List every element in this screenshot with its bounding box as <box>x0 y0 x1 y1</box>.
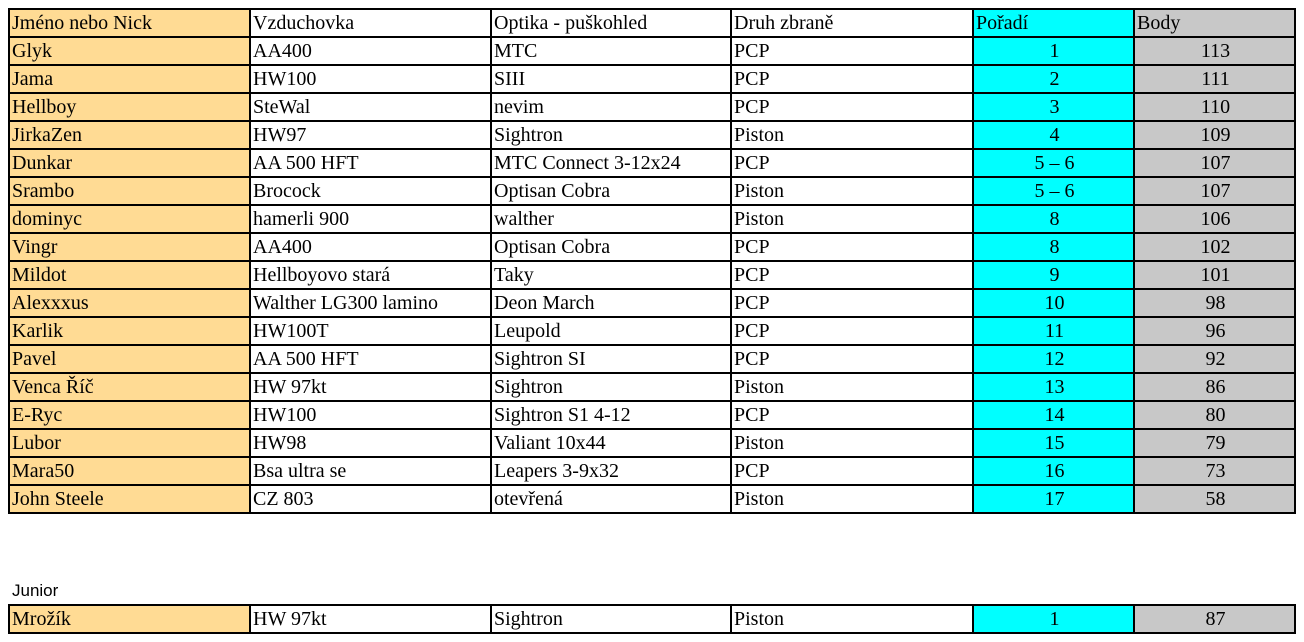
cell-points: 96 <box>1134 317 1295 345</box>
cell-weapon-type: Piston <box>731 605 973 633</box>
table-row <box>9 149 1295 177</box>
cell-airgun: HW100 <box>250 65 491 93</box>
cell-points: 101 <box>1134 261 1295 289</box>
cell-rank: 11 <box>973 317 1134 345</box>
cell-points: 107 <box>1134 149 1295 177</box>
table-row <box>9 317 1295 345</box>
cell-points: 80 <box>1134 401 1295 429</box>
cell-name: Mildot <box>9 261 250 289</box>
cell-rank: 5 – 6 <box>973 177 1134 205</box>
cell-points: 111 <box>1134 65 1295 93</box>
cell-airgun: SteWal <box>250 93 491 121</box>
cell-rank: 8 <box>973 233 1134 261</box>
cell-airgun: Hellboyovo stará <box>250 261 491 289</box>
cell-name: Vingr <box>9 233 250 261</box>
cell-weapon-type: PCP <box>731 317 973 345</box>
cell-weapon-type: Piston <box>731 485 973 513</box>
cell-weapon-type: Piston <box>731 205 973 233</box>
cell-name: dominyc <box>9 205 250 233</box>
cell-weapon-type: Piston <box>731 429 973 457</box>
cell-name: JirkaZen <box>9 121 250 149</box>
cell-rank: 2 <box>973 65 1134 93</box>
cell-points: 113 <box>1134 37 1295 65</box>
cell-airgun: AA400 <box>250 233 491 261</box>
cell-rank: 16 <box>973 457 1134 485</box>
header-name: Jméno nebo Nick <box>9 9 250 37</box>
header-rank: Pořadí <box>973 9 1134 37</box>
cell-weapon-type: PCP <box>731 93 973 121</box>
table-row <box>9 485 1295 513</box>
cell-rank: 4 <box>973 121 1134 149</box>
header-weapon-type: Druh zbraně <box>731 9 973 37</box>
table-row <box>9 401 1295 429</box>
cell-scope: nevim <box>491 93 731 121</box>
cell-scope: Optisan Cobra <box>491 233 731 261</box>
table-row <box>9 177 1295 205</box>
table-row <box>9 373 1295 401</box>
cell-scope: Sightron <box>491 373 731 401</box>
cell-points: 110 <box>1134 93 1295 121</box>
results-table-body <box>9 9 1295 513</box>
cell-rank: 8 <box>973 205 1134 233</box>
cell-scope: Leupold <box>491 317 731 345</box>
table-row <box>9 261 1295 289</box>
cell-rank: 12 <box>973 345 1134 373</box>
cell-name: Hellboy <box>9 93 250 121</box>
table-row <box>9 345 1295 373</box>
cell-name: Mara50 <box>9 457 250 485</box>
cell-points: 106 <box>1134 205 1295 233</box>
cell-name: Srambo <box>9 177 250 205</box>
cell-points: 109 <box>1134 121 1295 149</box>
cell-scope: otevřená <box>491 485 731 513</box>
cell-rank: 1 <box>973 605 1134 633</box>
table-row <box>9 605 1295 633</box>
cell-airgun: HW100 <box>250 401 491 429</box>
table-row <box>9 37 1295 65</box>
table-row <box>9 93 1295 121</box>
cell-points: 86 <box>1134 373 1295 401</box>
cell-airgun: AA 500 HFT <box>250 345 491 373</box>
cell-rank: 17 <box>973 485 1134 513</box>
cell-scope: Taky <box>491 261 731 289</box>
cell-airgun: HW 97kt <box>250 373 491 401</box>
cell-scope: MTC Connect 3-12x24 <box>491 149 731 177</box>
cell-airgun: Walther LG300 lamino <box>250 289 491 317</box>
cell-weapon-type: PCP <box>731 457 973 485</box>
table-row <box>9 457 1295 485</box>
cell-scope: SIII <box>491 65 731 93</box>
cell-weapon-type: PCP <box>731 149 973 177</box>
cell-scope: Sightron SI <box>491 345 731 373</box>
cell-airgun: CZ 803 <box>250 485 491 513</box>
cell-weapon-type: PCP <box>731 289 973 317</box>
cell-weapon-type: Piston <box>731 121 973 149</box>
cell-scope: Leapers 3-9x32 <box>491 457 731 485</box>
cell-airgun: AA400 <box>250 37 491 65</box>
cell-airgun: HW100T <box>250 317 491 345</box>
cell-airgun: HW 97kt <box>250 605 491 633</box>
cell-scope: Valiant 10x44 <box>491 429 731 457</box>
junior-results-table <box>8 604 1296 634</box>
cell-points: 73 <box>1134 457 1295 485</box>
cell-name: John Steele <box>9 485 250 513</box>
cell-rank: 1 <box>973 37 1134 65</box>
header-scope: Optika - puškohled <box>491 9 731 37</box>
table-row <box>9 289 1295 317</box>
cell-points: 92 <box>1134 345 1295 373</box>
cell-weapon-type: PCP <box>731 345 973 373</box>
cell-points: 79 <box>1134 429 1295 457</box>
table-row <box>9 429 1295 457</box>
cell-airgun: Bsa ultra se <box>250 457 491 485</box>
cell-name: Glyk <box>9 37 250 65</box>
table-row <box>9 233 1295 261</box>
junior-table-body <box>9 605 1295 633</box>
cell-rank: 14 <box>973 401 1134 429</box>
cell-rank: 15 <box>973 429 1134 457</box>
cell-weapon-type: Piston <box>731 373 973 401</box>
cell-scope: MTC <box>491 37 731 65</box>
cell-airgun: HW97 <box>250 121 491 149</box>
junior-section-label: Junior <box>12 581 59 600</box>
results-table <box>8 8 1296 514</box>
cell-name: Alexxxus <box>9 289 250 317</box>
cell-scope: Deon March <box>491 289 731 317</box>
cell-weapon-type: PCP <box>731 233 973 261</box>
cell-name: Mrožík <box>9 605 250 633</box>
table-row <box>9 121 1295 149</box>
cell-rank: 10 <box>973 289 1134 317</box>
cell-name: Jama <box>9 65 250 93</box>
cell-weapon-type: PCP <box>731 261 973 289</box>
cell-scope: Sightron <box>491 121 731 149</box>
cell-points: 87 <box>1134 605 1295 633</box>
cell-points: 98 <box>1134 289 1295 317</box>
cell-name: E-Ryc <box>9 401 250 429</box>
table-row <box>9 205 1295 233</box>
cell-name: Karlik <box>9 317 250 345</box>
cell-weapon-type: Piston <box>731 177 973 205</box>
cell-rank: 5 – 6 <box>973 149 1134 177</box>
cell-name: Lubor <box>9 429 250 457</box>
cell-rank: 9 <box>973 261 1134 289</box>
cell-scope: Optisan Cobra <box>491 177 731 205</box>
cell-airgun: AA 500 HFT <box>250 149 491 177</box>
table-row <box>9 65 1295 93</box>
header-points: Body <box>1134 9 1295 37</box>
cell-scope: Sightron <box>491 605 731 633</box>
cell-airgun: hamerli 900 <box>250 205 491 233</box>
cell-scope: walther <box>491 205 731 233</box>
cell-weapon-type: PCP <box>731 37 973 65</box>
cell-scope: Sightron S1 4-12 <box>491 401 731 429</box>
header-row <box>9 9 1295 37</box>
cell-weapon-type: PCP <box>731 65 973 93</box>
cell-rank: 13 <box>973 373 1134 401</box>
cell-rank: 3 <box>973 93 1134 121</box>
cell-points: 102 <box>1134 233 1295 261</box>
cell-name: Pavel <box>9 345 250 373</box>
cell-points: 58 <box>1134 485 1295 513</box>
cell-airgun: Brocock <box>250 177 491 205</box>
header-airgun: Vzduchovka <box>250 9 491 37</box>
cell-name: Venca Říč <box>9 373 250 401</box>
cell-weapon-type: PCP <box>731 401 973 429</box>
cell-name: Dunkar <box>9 149 250 177</box>
cell-airgun: HW98 <box>250 429 491 457</box>
cell-points: 107 <box>1134 177 1295 205</box>
